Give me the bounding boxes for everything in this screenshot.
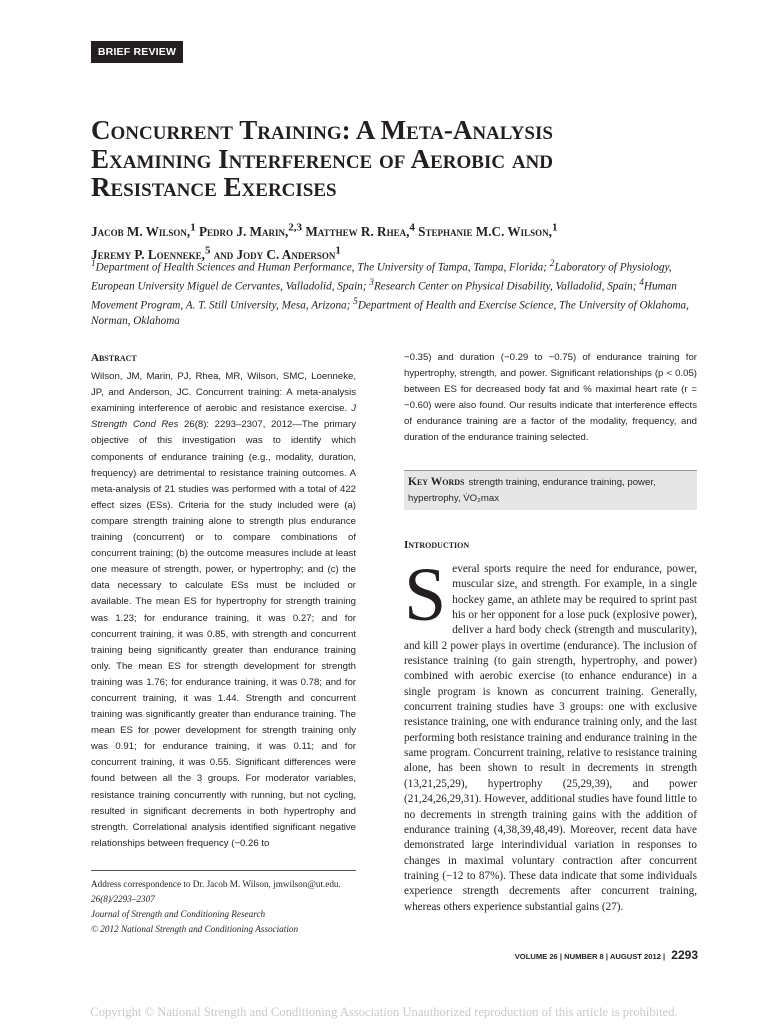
author: Matthew R. Rhea,$^4$ — [305, 222, 415, 240]
keywords-text: strength training, endurance training, power, hypertrophy, V̇O₂max — [408, 477, 656, 505]
author: Jacob M. Wilson,$^1$ — [91, 222, 196, 240]
copyright-watermark: Copyright © National Strength and Conditioning Association Unauthorized reproduction of this article is prohibited. — [90, 1005, 678, 1019]
abstract-continued: −0.35) and duration (−0.29 to −0.75) of endurance training for hypertrophy, strength, and power. Significant relationships (p < 0.05) between ES for decreased body fat and % maximal heart rate (r = −0.60) were also found. Our results indicate that interference effects of endurance training are a factor of the modality, frequency, and duration of the endurance training selected. — [404, 352, 697, 444]
author: and Jody C. Anderson$^1$ — [213, 244, 341, 262]
title-line-3: Resistance Exercises — [91, 172, 337, 202]
drop-cap: S — [404, 553, 447, 637]
introduction-text: Several sports require the need for endurance, power, muscular size, and strength. For example, in a single hockey game, an athlete may be required to sprint past his or her opponent for a lose puck (explosive power), deliver a hard body check (strength and muscularity), and kill 2 power plays in overtime (endurance). The inclusion of resistance training (to gain strength, hypertrophy, and power) combined with aerobic exercise (to enhance endurance) in a single program is known as concurrent training. Generally, concurrent training studies have 3 groups: one with exclusive resistance training, one with endurance training only, and the last performing both resistance training and endurance training in the same program. Concurrent training, relative to resistance training alone, has been shown to result in decrements in strength (13,21,25,29), hypertrophy (25,29,39), and power (21,24,26,29,31). However, additional studies have found little to no decrements in strength training gains with the addition of endurance training (4,38,39,48,49). Moreover, recent data have demonstrated large interindividual variation in responses to changes in maximal voluntary contraction after concurrent training (−12 to 87%). These data indicate that some individuals experience strength decrements after concurrent training, whereas others experience substantial gains (27). — [404, 553, 697, 913]
footnote — [91, 877, 371, 937]
author: Stephanie M.C. Wilson,$^1$ — [418, 222, 558, 240]
author: Jeremy P. Loenneke,$^5$ — [91, 244, 211, 262]
title-line-1: Concurrent Training: A Meta-Analysis — [91, 115, 553, 145]
issue-info: 26(8)/2293–2307 — [91, 894, 155, 904]
journal-copyright: © 2012 National Strength and Conditioning Association — [91, 924, 299, 934]
page-footer: VOLUME 26 | NUMBER 8 | AUGUST 2012 | 2293 — [514, 948, 698, 962]
keywords-box — [404, 470, 697, 510]
affiliations: $^1$Department of Health Sciences and Human Performance, The University of Tampa, Tampa, Florida; $^2$Laboratory of Physiology, European University Miguel de Cervantes, Valladolid, Spain; $^3$Research Center on Physical Disability, Valladolid, Spain; $^4$Human Movement Program, A. T. Still University, Mesa, Arizona; $^5$Department of Health and Exercise Science, The University of Oklahoma, Norman, Oklahoma — [91, 259, 689, 327]
page-number: 2293 — [671, 948, 698, 962]
title-line-2: Examining Interference of Aerobic and — [91, 143, 553, 174]
abstract-text: Wilson, JM, Marin, PJ, Rhea, MR, Wilson, SMC, Loenneke, JP, and Anderson, JC. Concurrent training: A meta-analysis examining interference of aerobic and resistance exercise. J Strength Cond Res 26(8): 2293–2307, 2012—The primary objective of this investigation was to identify which components of endurance training (e.g., modality, duration, frequency) are detrimental to resistance training outcomes. A meta-analysis of 21 studies was performed with a total of 422 effect sizes (ESs). Criteria for the study included were (a) compare strength training alone to strength plus endurance training (concurrent) or to compare combinations of concurrent training; (b) the outcome measures include at least one measure of strength, power, or hypertrophy; and (c) the data necessary to calculate ESs must be included or available. The mean ES for hypertrophy for strength training was 1.23; for endurance training, it was 0.27; and for concurrent training, it was 0.85, with strength and concurrent training being significantly greater than endurance training only. The mean ES for strength development for strength training was 1.76; for endurance training, it was 0.78; and for concurrent training, it was 1.44. Strength and concurrent training was significantly greater than endurance training. The mean ES for power development for strength training only was 0.91; for endurance training, it was 0.11; and for concurrent training, it was 0.55. Significant differences were found between all the 3 groups. For moderator variables, resistance training concurrently with running, but not cycling, resulted in significant decrements in both hypertrophy and strength. Correlational analysis identified significant negative relationships between frequency (−0.26 to — [91, 371, 356, 849]
article-type-badge: BRIEF REVIEW — [91, 41, 183, 63]
journal-name: Journal of Strength and Conditioning Research — [91, 909, 266, 919]
abstract-heading: Abstract — [91, 352, 137, 364]
keywords-heading: Key Words — [408, 476, 465, 488]
author: Pedro J. Marin,$^{2,3}$ — [199, 222, 303, 240]
correspondence: Address correspondence to Dr. Jacob M. Wilson, jmwilson@ut.edu. — [91, 879, 341, 889]
introduction-heading: Introduction — [404, 539, 470, 551]
footnote-divider — [91, 870, 356, 871]
article-title — [91, 116, 711, 202]
abstract — [91, 350, 356, 852]
